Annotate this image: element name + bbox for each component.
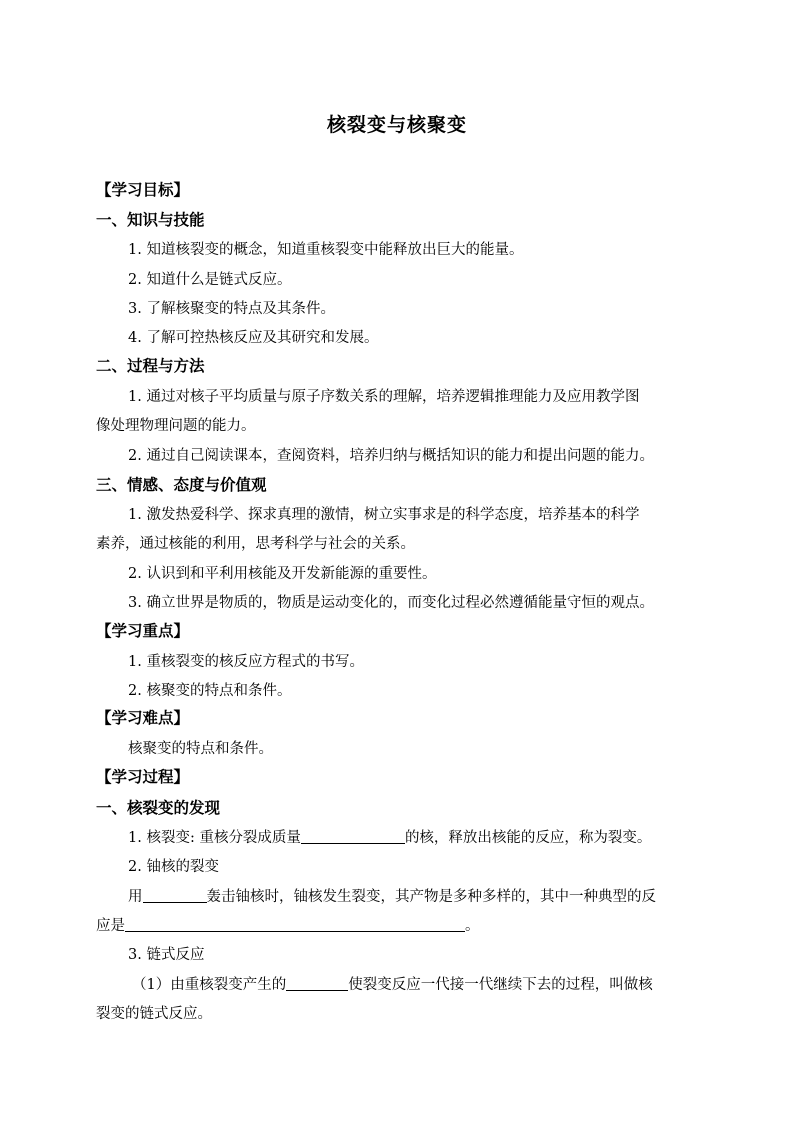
knowledge-item-4: 4. 了解可控热核反应及其研究和发展。	[128, 330, 379, 346]
knowledge-item-1: 1. 知道核裂变的概念，知道重核裂变中能释放出巨大的能量。	[128, 242, 524, 258]
process-item-1-line-1: 1. 通过对核子平均质量与原子序数关系的理解，培养逻辑推理能力及应用教学图	[128, 389, 640, 405]
question-3-line-2: 裂变的链式反应。	[96, 1006, 212, 1022]
process-heading: 二、过程与方法	[96, 356, 205, 375]
knowledge-item-3: 3. 了解核聚变的特点及其条件。	[128, 301, 335, 317]
learning-process-heading: 【学习过程】	[96, 767, 190, 786]
knowledge-item-2: 2. 知道什么是链式反应。	[128, 272, 292, 288]
attitude-item-3: 3. 确立世界是物质的，物质是运动变化的，而变化过程必然遵循能量守恒的观点。	[128, 595, 654, 611]
key-points-heading: 【学习重点】	[96, 621, 190, 640]
question-2-line-1	[128, 883, 738, 911]
key-point-1: 1. 重核裂变的核反应方程式的书写。	[128, 654, 364, 670]
fill-blank-4[interactable]	[286, 973, 348, 991]
attitude-item-1-line-1: 1. 激发热爱科学、探求真理的激情，树立实事求是的科学态度，培养基本的科学	[128, 507, 640, 523]
question-2-line-2-suffix: 。	[465, 918, 480, 934]
question-3-prefix: （1）由重核裂变产生的	[132, 977, 287, 993]
objectives-heading: 【学习目标】	[96, 180, 190, 199]
process-item-2: 2. 通过自己阅读课本，查阅资料，培养归纳与概括知识的能力和提出问题的能力。	[128, 448, 654, 464]
fission-discovery-heading: 一、核裂变的发现	[96, 798, 221, 817]
key-point-2: 2. 核聚变的特点和条件。	[128, 683, 292, 699]
question-2-mid: 轰击铀核时，铀核发生裂变，其产物是多种多样的，其中一种典型的反	[206, 889, 656, 905]
page-title: 核裂变与核聚变	[326, 114, 467, 136]
knowledge-heading: 一、知识与技能	[96, 210, 205, 229]
difficulties-text: 核聚变的特点和条件。	[128, 741, 273, 757]
question-2-prefix: 用	[128, 889, 143, 905]
difficulties-heading: 【学习难点】	[96, 708, 190, 727]
fill-blank-1[interactable]	[301, 826, 405, 844]
fill-blank-3[interactable]	[125, 914, 465, 932]
attitude-item-2: 2. 认识到和平利用核能及开发新能源的重要性。	[128, 566, 437, 582]
question-2-line-2-prefix: 应是	[96, 918, 125, 934]
question-3-line-1	[132, 971, 742, 999]
question-1-suffix: 的核，释放出核能的反应，称为裂变。	[404, 830, 652, 846]
question-2-line-2	[96, 912, 706, 940]
question-2-heading: 2. 铀核的裂变	[128, 859, 219, 875]
attitude-heading: 三、情感、态度与价值观	[96, 475, 267, 494]
question-1-prefix: 1. 核裂变: 重核分裂成质量	[128, 830, 301, 846]
question-1	[128, 824, 738, 852]
question-3-heading: 3. 链式反应	[128, 947, 205, 963]
attitude-item-1-line-2: 素养，通过核能的利用，思考科学与社会的关系。	[96, 536, 415, 552]
fill-blank-2[interactable]	[143, 885, 207, 903]
process-item-1-line-2: 像处理物理问题的能力。	[96, 418, 256, 434]
question-3-suffix: 使裂变反应一代接一代继续下去的过程，叫做核	[348, 977, 653, 993]
